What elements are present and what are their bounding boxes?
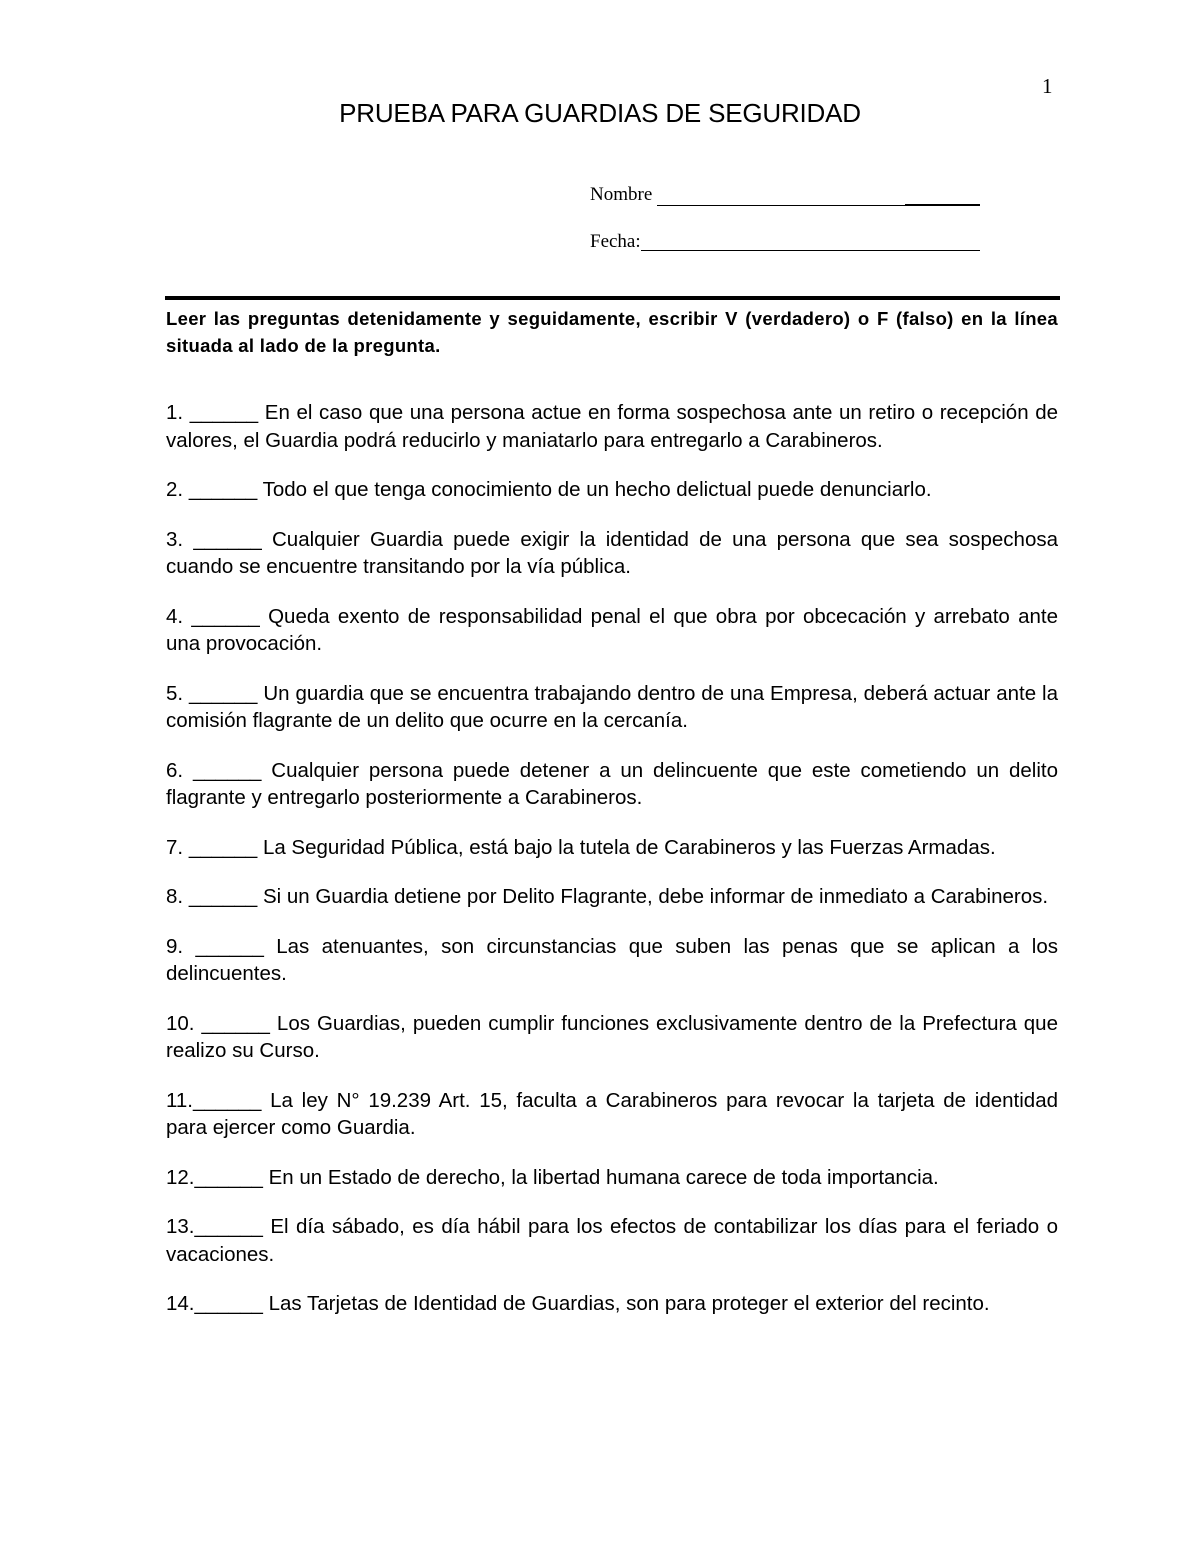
question-text: Las atenuantes, son circunstancias que suben las penas que se aplican a los delincuentes. [166, 934, 1058, 985]
answer-blank[interactable]: ______ [188, 478, 258, 501]
answer-blank[interactable]: ______ [188, 835, 258, 859]
question-item [166, 476, 1058, 504]
question-item [166, 834, 1058, 862]
question-item [166, 399, 1058, 454]
question-list [166, 399, 1058, 1340]
question-number: 13. [166, 1215, 195, 1238]
question-item [166, 1010, 1058, 1065]
question-number: 5. [166, 681, 184, 705]
question-number: 12. [166, 1165, 195, 1189]
question-item [166, 757, 1058, 812]
question-text: Todo el que tenga conocimiento de un hecho delictual puede denunciarlo. [262, 478, 932, 501]
answer-blank[interactable]: ______ [192, 1088, 262, 1112]
question-number: 2. [166, 478, 184, 501]
question-text: Los Guardias, pueden cumplir funciones exclusivamente dentro de la Prefectura que realizo su Curso. [166, 1011, 1058, 1062]
answer-blank[interactable]: ______ [192, 758, 262, 782]
question-number: 8. [166, 885, 184, 908]
question-item [166, 1290, 1058, 1318]
question-text: El día sábado, es día hábil para los efectos de contabilizar los días para el feriado o vacaciones. [166, 1215, 1058, 1266]
answer-blank[interactable]: ______ [201, 1011, 270, 1035]
question-number: 6. [166, 758, 184, 782]
answer-blank[interactable]: ______ [191, 604, 260, 628]
section-divider [165, 296, 1060, 300]
question-item [166, 603, 1058, 658]
answer-blank[interactable]: ______ [195, 934, 264, 958]
fecha-label: Fecha: [590, 231, 641, 252]
page-number: 1 [1042, 74, 1053, 98]
question-number: 7. [166, 835, 184, 859]
question-item [166, 933, 1058, 988]
question-item [166, 680, 1058, 735]
question-text: La Seguridad Pública, está bajo la tutela de Carabineros y las Fuerzas Armadas. [262, 835, 996, 859]
answer-blank[interactable]: ______ [193, 527, 262, 551]
question-item [166, 1164, 1058, 1192]
page-title: PRUEBA PARA GUARDIAS DE SEGURIDAD [339, 98, 861, 128]
question-text: En un Estado de derecho, la libertad humana carece de toda importancia. [268, 1165, 939, 1189]
answer-blank[interactable]: ______ [194, 1165, 263, 1189]
question-item [166, 883, 1058, 911]
nombre-label: Nombre [590, 184, 653, 205]
question-number: 11. [166, 1088, 193, 1112]
answer-blank[interactable]: ______ [188, 885, 258, 908]
question-text: Un guardia que se encuentra trabajando dentro de una Empresa, deberá actuar ante la comisión flagrante de un delito que ocurre en la cercanía. [166, 681, 1059, 732]
question-number: 4. [166, 604, 184, 628]
question-text: Cualquier Guardia puede exigir la identidad de una persona que sea sospechosa cuando se encuentre transitando por la vía pública. [166, 527, 1059, 578]
question-text: La ley N° 19.239 Art. 15, faculta a Carabineros para revocar la tarjeta de identidad para ejercer como Guardia. [166, 1088, 1058, 1139]
question-item [166, 1213, 1058, 1268]
answer-blank[interactable]: ______ [189, 681, 258, 705]
question-number: 10. [166, 1011, 195, 1035]
question-text: Las Tarjetas de Identidad de Guardias, son para proteger el exterior del recinto. [268, 1292, 990, 1315]
nombre-field-underline [905, 204, 980, 206]
question-item [166, 526, 1058, 581]
question-text: Queda exento de responsabilidad penal el que obra por obcecación y arrebato ante una provocación. [166, 604, 1059, 655]
question-text: Cualquier persona puede detener a un delincuente que este cometiendo un delito flagrante y entregarlo posteriormente a Carabineros. [166, 758, 1058, 809]
question-number: 9. [166, 934, 184, 958]
answer-blank[interactable]: ______ [194, 1292, 263, 1315]
question-number: 1. [166, 401, 184, 424]
instructions: Leer las preguntas detenidamente y seguidamente, escribir V (verdadero) o F (falso) en la línea situada al lado de la pregunta. [166, 308, 1058, 356]
question-text: En el caso que una persona actue en forma sospechosa ante un retiro o recepción de valores, el Guardia podrá reducirlo y maniatarlo para entregarlo a Carabineros. [166, 401, 1059, 452]
fecha-field[interactable] [641, 250, 980, 251]
answer-blank[interactable]: ______ [189, 401, 259, 424]
answer-blank[interactable]: ______ [194, 1215, 263, 1238]
question-number: 3. [166, 527, 184, 551]
question-text: Si un Guardia detiene por Delito Flagrante, debe informar de inmediato a Carabineros. [262, 885, 1049, 908]
question-item [166, 1087, 1058, 1142]
question-number: 14. [166, 1292, 195, 1315]
